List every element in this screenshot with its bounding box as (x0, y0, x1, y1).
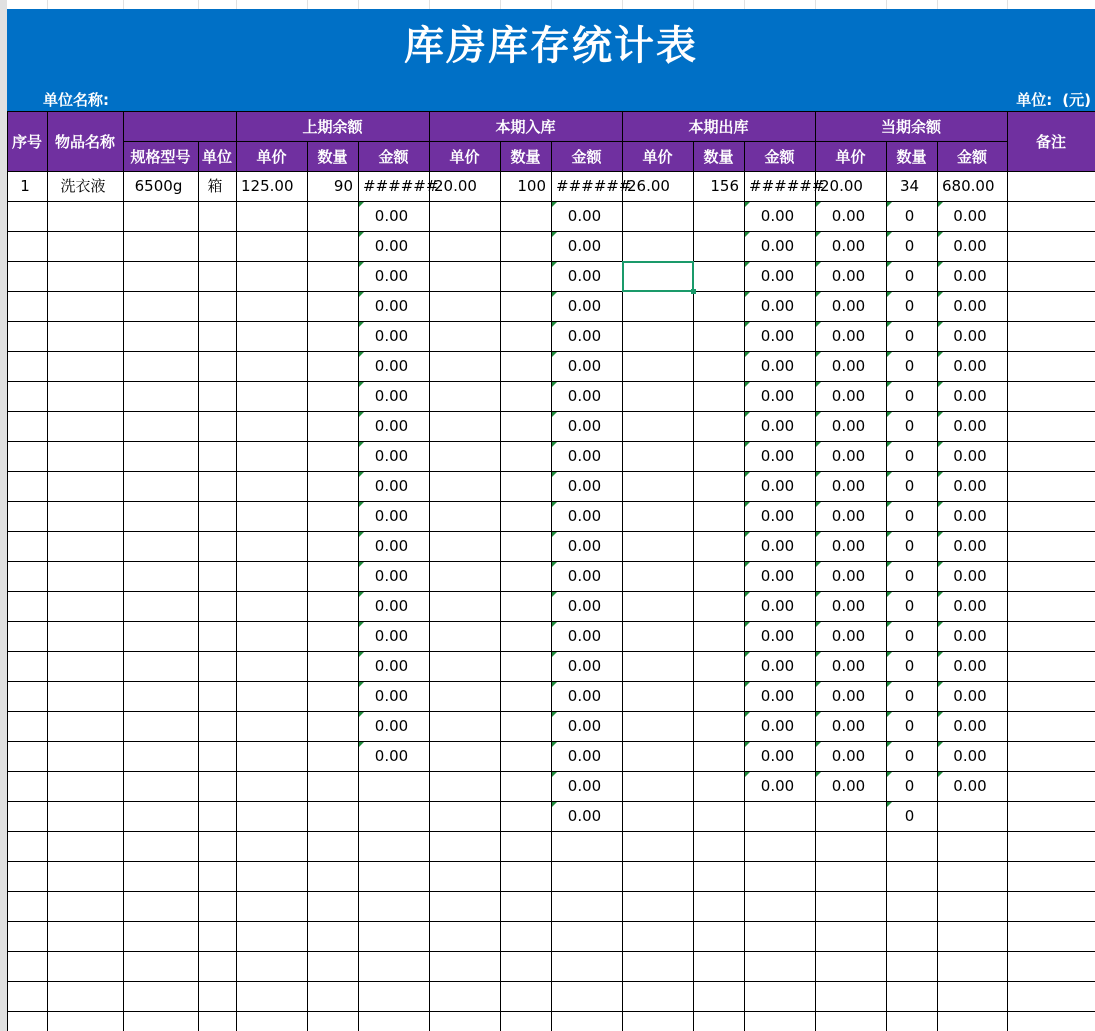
cell-cur-qty[interactable]: 0 (904, 627, 915, 645)
cell-cur-qty[interactable]: 0 (904, 687, 915, 705)
cell-cur-qty[interactable]: 0 (904, 387, 915, 405)
cell-prev-amount[interactable]: 0.00 (374, 417, 409, 435)
cell-cur-amount[interactable]: 0.00 (953, 387, 987, 405)
cell-prev-amount[interactable]: 0.00 (374, 567, 409, 585)
background-gridline (937, 0, 938, 9)
background-gridline (886, 0, 887, 9)
cell-in-amount[interactable]: 0.00 (567, 297, 602, 315)
cell-out-amount[interactable]: 0.00 (760, 567, 795, 585)
gridline-v (693, 171, 694, 1031)
gridline-v (47, 171, 48, 1031)
cell-prev-amount[interactable]: 0.00 (374, 597, 409, 615)
gridline-v (198, 141, 199, 171)
gridline-v (236, 171, 237, 1031)
background-gridline (1007, 0, 1008, 9)
cell-cur-price[interactable]: 0.00 (831, 417, 866, 435)
background-gridline (500, 0, 501, 9)
gridline-v (7, 111, 8, 171)
header-unit: 单位 (198, 141, 236, 171)
cell-prev-amount[interactable]: 0.00 (374, 687, 409, 705)
cell-out-amount[interactable]: 0.00 (760, 657, 795, 675)
cell-prev-amount[interactable]: 0.00 (374, 477, 409, 495)
cell-cur-price[interactable]: 0.00 (831, 477, 866, 495)
cell-in-amount[interactable]: 0.00 (567, 447, 602, 465)
cell-out-amount[interactable]: 0.00 (760, 507, 795, 525)
cell-out-amount[interactable]: ###### (749, 177, 825, 195)
cell-cur-amount[interactable]: 0.00 (953, 567, 987, 585)
cell-prev-amount[interactable]: 0.00 (374, 207, 409, 225)
cell-cur-price[interactable]: 0.00 (831, 717, 866, 735)
gridline-v (1007, 171, 1008, 1031)
cell-prev-amount[interactable]: 0.00 (374, 747, 409, 765)
cell-prev-amount[interactable]: 0.00 (374, 297, 409, 315)
unit-label (1006, 89, 1091, 110)
gridline-v (307, 141, 308, 171)
cell-prev-amount[interactable]: 0.00 (374, 267, 409, 285)
unit-value: (元) (1062, 91, 1091, 109)
cell-cur-qty[interactable]: 0 (904, 717, 915, 735)
cell-out-amount[interactable]: 0.00 (760, 267, 795, 285)
header-sub-2-0: 单价 (622, 141, 693, 171)
cell-prev-price[interactable]: 125.00 (241, 177, 294, 195)
header-sub-2-2: 金额 (744, 141, 815, 171)
cell-cur-price[interactable]: 0.00 (831, 297, 866, 315)
background-gridline (429, 0, 430, 9)
cell-cur-qty[interactable]: 0 (904, 807, 915, 825)
sheet-title: 库房库存统计表 (404, 23, 698, 69)
background-gridline (47, 0, 48, 9)
cell-cur-amount[interactable]: 0.00 (953, 237, 987, 255)
gridline-v (429, 111, 430, 171)
cell-cur-price[interactable]: 0.00 (831, 567, 866, 585)
cell-cur-price[interactable]: 0.00 (831, 627, 866, 645)
background-gridline (622, 0, 623, 9)
cell-in-amount[interactable]: 0.00 (567, 207, 602, 225)
background-gridline (744, 0, 745, 9)
background-gridline (0, 0, 7, 1031)
cell-prev-amount[interactable]: 0.00 (374, 717, 409, 735)
cell-prev-amount[interactable]: 0.00 (374, 657, 409, 675)
cell-in-amount[interactable]: 0.00 (567, 747, 602, 765)
cell-cur-amount[interactable]: 680.00 (942, 177, 995, 195)
cell-cur-qty[interactable]: 0 (904, 657, 915, 675)
cell-cur-amount[interactable]: 0.00 (953, 657, 987, 675)
unit-name-label: 单位名称: (43, 91, 109, 109)
background-gridline (307, 0, 308, 9)
gridline-h (7, 111, 1095, 112)
cell-cur-amount[interactable]: 0.00 (953, 357, 987, 375)
gridline-v (551, 141, 552, 171)
cell-cur-price[interactable]: 0.00 (831, 777, 866, 795)
selected-cell (622, 261, 694, 292)
gridline-v (886, 141, 887, 171)
cell-out-amount[interactable]: 0.00 (760, 717, 795, 735)
cell-in-amount[interactable]: 0.00 (567, 507, 602, 525)
cell-out-amount[interactable]: 0.00 (760, 207, 795, 225)
cell-out-amount[interactable]: 0.00 (760, 237, 795, 255)
header-spec-unit-top (123, 111, 236, 141)
header-sub-0-1: 数量 (307, 141, 358, 171)
background-gridline (815, 0, 816, 9)
cell-cur-qty[interactable]: 0 (904, 297, 915, 315)
cell-in-amount[interactable]: 0.00 (567, 777, 602, 795)
header-spec: 规格型号 (123, 141, 198, 171)
header-sub-0-2: 金额 (358, 141, 429, 171)
background-gridline (236, 0, 237, 9)
header-sub-0-0: 单价 (236, 141, 307, 171)
cell-cur-price[interactable]: 0.00 (831, 507, 866, 525)
cell-in-amount[interactable]: 0.00 (567, 417, 602, 435)
cell-prev-qty[interactable]: 90 (333, 177, 353, 195)
gridline-h (123, 141, 1007, 142)
cell-in-amount[interactable]: 0.00 (567, 657, 602, 675)
fill-handle (691, 289, 696, 294)
header-group-3: 当期余额 (815, 111, 1007, 141)
cell-cur-qty[interactable]: 0 (904, 507, 915, 525)
cell-prev-amount[interactable]: 0.00 (374, 447, 409, 465)
cell-cur-qty[interactable]: 0 (904, 267, 915, 285)
cell-out-amount[interactable]: 0.00 (760, 747, 795, 765)
cell-cur-qty[interactable]: 0 (904, 327, 915, 345)
cell-prev-amount[interactable]: 0.00 (374, 387, 409, 405)
cell-cur-qty[interactable]: 0 (904, 237, 915, 255)
cell-cur-qty[interactable]: 0 (904, 417, 915, 435)
cell-cur-qty[interactable]: 0 (904, 207, 915, 225)
cell-out-amount[interactable]: 0.00 (760, 597, 795, 615)
cell-cur-price[interactable]: 0.00 (831, 687, 866, 705)
cell-cur-price[interactable]: 0.00 (831, 267, 866, 285)
header-sub-1-0: 单价 (429, 141, 500, 171)
cell-cur-qty[interactable]: 0 (904, 357, 915, 375)
cell-in-amount[interactable]: 0.00 (567, 627, 602, 645)
gridline-v (622, 111, 623, 171)
cell-cur-amount[interactable]: 0.00 (953, 327, 987, 345)
cell-in-amount[interactable]: 0.00 (567, 597, 602, 615)
cell-cur-amount[interactable]: 0.00 (953, 507, 987, 525)
header-sub-1-1: 数量 (500, 141, 551, 171)
cell-cur-amount[interactable]: 0.00 (953, 597, 987, 615)
cell-in-amount[interactable]: 0.00 (567, 387, 602, 405)
cell-in-amount[interactable]: ###### (556, 177, 632, 195)
gridline-v (123, 171, 124, 1031)
cell-out-amount[interactable]: 0.00 (760, 447, 795, 465)
gridline-v (198, 171, 199, 1031)
cell-cur-amount[interactable]: 0.00 (953, 627, 987, 645)
header-sub-3-0: 单价 (815, 141, 886, 171)
cell-in-price[interactable]: 20.00 (434, 177, 477, 195)
cell-in-amount[interactable]: 0.00 (567, 267, 602, 285)
cell-cur-price[interactable]: 0.00 (831, 237, 866, 255)
cell-cur-qty[interactable]: 0 (904, 597, 915, 615)
cell-cur-amount[interactable]: 0.00 (953, 267, 987, 285)
header-seq: 序号 (7, 111, 47, 171)
cell-out-amount[interactable]: 0.00 (760, 357, 795, 375)
gridline-v (500, 171, 501, 1031)
cell-unit[interactable]: 箱 (207, 177, 223, 195)
cell-prev-amount[interactable]: 0.00 (374, 627, 409, 645)
background-gridline (693, 0, 694, 9)
cell-out-amount[interactable]: 0.00 (760, 297, 795, 315)
cell-out-amount[interactable]: 0.00 (760, 537, 795, 555)
cell-cur-amount[interactable]: 0.00 (953, 477, 987, 495)
cell-cur-amount[interactable]: 0.00 (953, 417, 987, 435)
gridline-v (7, 171, 8, 1031)
background-gridline (358, 0, 359, 9)
gridline-v (429, 171, 430, 1031)
cell-cur-qty[interactable]: 0 (904, 447, 915, 465)
unit-label-text: 单位: (1016, 91, 1053, 109)
background-gridline (198, 0, 199, 9)
cell-out-qty[interactable]: 156 (710, 177, 739, 195)
cell-cur-price[interactable]: 20.00 (820, 177, 863, 195)
gridline-v (358, 141, 359, 171)
header-remark: 备注 (1007, 111, 1095, 171)
cell-in-amount[interactable]: 0.00 (567, 327, 602, 345)
cell-in-amount[interactable]: 0.00 (567, 567, 602, 585)
cell-cur-qty[interactable]: 0 (904, 747, 915, 765)
cell-cur-price[interactable]: 0.00 (831, 327, 866, 345)
cell-cur-price[interactable]: 0.00 (831, 447, 866, 465)
cell-cur-amount[interactable]: 0.00 (953, 687, 987, 705)
cell-cur-price[interactable]: 0.00 (831, 357, 866, 375)
cell-cur-amount[interactable]: 0.00 (953, 447, 987, 465)
cell-seq[interactable]: 1 (20, 177, 30, 195)
cell-out-amount[interactable]: 0.00 (760, 477, 795, 495)
cell-cur-amount[interactable]: 0.00 (953, 537, 987, 555)
gridline-v (123, 111, 124, 171)
cell-in-amount[interactable]: 0.00 (567, 687, 602, 705)
cell-cur-amount[interactable]: 0.00 (953, 207, 987, 225)
gridline-v (815, 111, 816, 171)
cell-cur-price[interactable]: 0.00 (831, 657, 866, 675)
cell-cur-qty[interactable]: 34 (899, 177, 920, 195)
cell-in-amount[interactable]: 0.00 (567, 357, 602, 375)
cell-in-amount[interactable]: 0.00 (567, 477, 602, 495)
gridline-v (622, 171, 623, 1031)
cell-in-amount[interactable]: 0.00 (567, 807, 602, 825)
gridline-v (47, 111, 48, 171)
cell-in-amount[interactable]: 0.00 (567, 717, 602, 735)
cell-prev-amount[interactable]: 0.00 (374, 237, 409, 255)
cell-prev-amount[interactable]: 0.00 (374, 357, 409, 375)
cell-cur-price[interactable]: 0.00 (831, 597, 866, 615)
background-gridline (551, 0, 552, 9)
cell-cur-qty[interactable]: 0 (904, 777, 915, 795)
cell-out-amount[interactable]: 0.00 (760, 777, 795, 795)
cell-prev-amount[interactable]: 0.00 (374, 507, 409, 525)
header-sub-1-2: 金额 (551, 141, 622, 171)
cell-cur-amount[interactable]: 0.00 (953, 717, 987, 735)
gridline-v (693, 141, 694, 171)
header-sub-3-2: 金额 (937, 141, 1007, 171)
cell-cur-price[interactable]: 0.00 (831, 387, 866, 405)
header-group-1: 本期入库 (429, 111, 622, 141)
header-sub-3-1: 数量 (886, 141, 937, 171)
cell-cur-qty[interactable]: 0 (904, 567, 915, 585)
cell-cur-amount[interactable]: 0.00 (953, 777, 987, 795)
header-group-2: 本期出库 (622, 111, 815, 141)
cell-cur-qty[interactable]: 0 (904, 477, 915, 495)
cell-spec[interactable]: 6500g (134, 177, 183, 195)
gridline-v (500, 141, 501, 171)
cell-prev-amount[interactable]: 0.00 (374, 537, 409, 555)
cell-cur-price[interactable]: 0.00 (831, 747, 866, 765)
background-gridline (123, 0, 124, 9)
cell-out-amount[interactable]: 0.00 (760, 687, 795, 705)
header-group-0: 上期余额 (236, 111, 429, 141)
cell-cur-amount[interactable]: 0.00 (953, 747, 987, 765)
cell-in-amount[interactable]: 0.00 (567, 237, 602, 255)
gridline-v (744, 141, 745, 171)
header-item-name: 物品名称 (47, 111, 123, 171)
cell-out-amount[interactable]: 0.00 (760, 627, 795, 645)
gridline-v (236, 111, 237, 171)
cell-cur-qty[interactable]: 0 (904, 537, 915, 555)
cell-prev-amount[interactable]: 0.00 (374, 327, 409, 345)
cell-in-qty[interactable]: 100 (517, 177, 546, 195)
cell-out-amount[interactable]: 0.00 (760, 387, 795, 405)
cell-out-amount[interactable]: 0.00 (760, 417, 795, 435)
cell-cur-amount[interactable]: 0.00 (953, 297, 987, 315)
gridline-v (937, 141, 938, 171)
cell-item-name[interactable]: 洗衣液 (60, 177, 106, 195)
header-sub-2-1: 数量 (693, 141, 744, 171)
cell-in-amount[interactable]: 0.00 (567, 537, 602, 555)
cell-cur-price[interactable]: 0.00 (831, 537, 866, 555)
gridline-v (307, 171, 308, 1031)
cell-cur-price[interactable]: 0.00 (831, 207, 866, 225)
cell-out-amount[interactable]: 0.00 (760, 327, 795, 345)
gridline-v (1007, 111, 1008, 171)
cell-out-price[interactable]: 26.00 (627, 177, 670, 195)
cell-prev-amount[interactable]: ###### (363, 177, 439, 195)
